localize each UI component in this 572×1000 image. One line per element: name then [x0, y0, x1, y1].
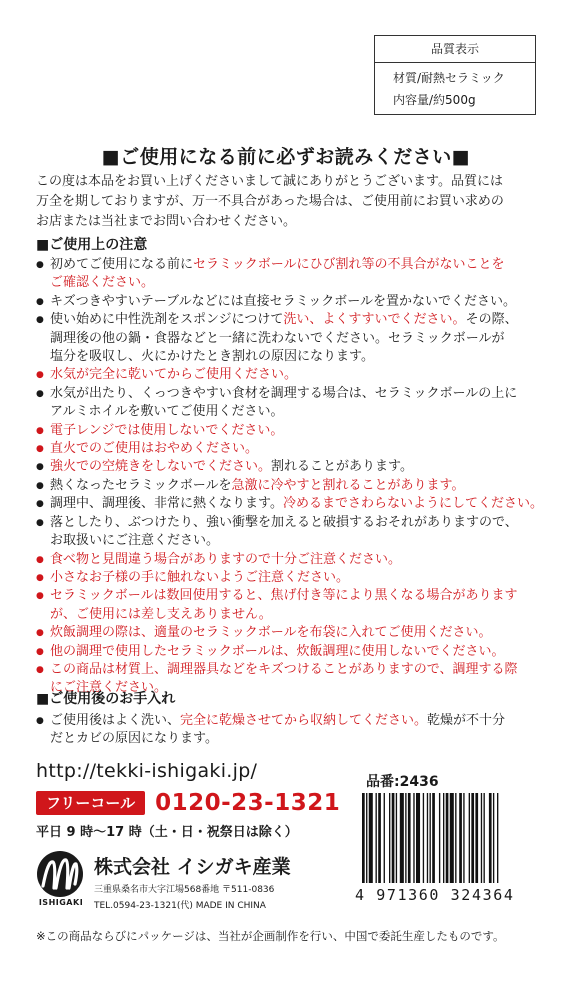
caution-section-title: ■ご使用上の注意: [36, 237, 148, 253]
company-address: [94, 882, 274, 914]
barcode-bar: [432, 793, 435, 883]
caution-text-red: 直火でのご使用はおやめください。: [50, 441, 259, 457]
caution-text-red: セラミックボールは数回使用すると、焦げ付き等により黒くなる場合があります: [50, 588, 518, 604]
website-url: http://tekki-ishigaki.jp/: [36, 760, 258, 782]
caution-text: 初めてご使用になる前に: [50, 257, 194, 272]
barcode-bar: [430, 793, 431, 883]
barcode-bar: [378, 793, 381, 883]
barcode-bar: [450, 793, 454, 883]
quality-material: 材質/耐熱セラミック: [393, 71, 505, 85]
address-line: 三重県桑名市大字江場568番地 〒511-0836: [94, 885, 275, 895]
barcode-bar: [413, 793, 414, 883]
caution-text-red: 他の調理で使用したセラミックボールは、炊飯調理に使用しないでください。: [50, 643, 505, 659]
caution-text-red: セラミックボールにひび割れ等の不具合がないことを: [193, 257, 505, 272]
caution-text-red: が、ご使用には差し支えありません。: [50, 606, 272, 622]
barcode-bar: [471, 793, 474, 883]
caution-item: [36, 385, 556, 422]
caution-text: 水気が出たり、くっつきやすい食材を調理する場合は、セラミックボールの上に: [50, 385, 518, 401]
barcode-bar: [439, 793, 440, 883]
caution-text-red: 水気が完全に乾いてからご使用ください。: [50, 367, 298, 383]
barcode-bar: [369, 793, 373, 883]
footnote: ※この商品ならびにパッケージは、当社が企画制作を行い、中国で委託生産したものです。: [36, 929, 505, 943]
barcode-bar: [427, 793, 428, 883]
barcode-bar: [416, 793, 420, 883]
caution-text: 塩分を吸収し、火にかけたとき割れの原因になります。: [50, 349, 374, 365]
barcode-bar: [423, 793, 424, 883]
caution-item: [36, 440, 556, 458]
caution-text: 割れることがあります。: [271, 459, 413, 475]
part-number: 品番:2436: [366, 774, 439, 790]
caution-text: 使い始めに中性洗剤をスポンジにつけて: [50, 312, 284, 328]
caution-text-red: 小さなお子様の手に触れないようご注意ください。: [50, 569, 350, 585]
barcode-bar: [384, 793, 385, 883]
caution-text-red: この商品は材質上、調理器具などをキズつけることがありますので、調理する際: [50, 661, 518, 677]
intro-line: お店または当社までお問い合わせください。: [36, 214, 297, 229]
caution-text-red: 食べ物と見間違う場合がありますので十分ご注意ください。: [50, 551, 402, 567]
barcode-bar: [396, 793, 397, 883]
caution-text-red: 冷めるまでさわらないようにしてください。: [282, 496, 543, 512]
quality-title: 品質表示: [375, 36, 535, 63]
caution-text: お取扱いにご注意ください。: [50, 533, 220, 549]
barcode-bar: [493, 793, 494, 883]
barcode-bar: [408, 793, 411, 883]
intro-line: 万全を期しておりますが、万一不具合があった場合は、ご使用前にお買い求めの: [36, 194, 504, 209]
caution-text-red: 強火での空焼きをしないでください。: [50, 459, 272, 475]
barcode-bar: [400, 793, 404, 883]
barcode-bar: [481, 793, 482, 883]
caution-item: [36, 256, 556, 293]
caution-item: [36, 514, 556, 551]
care-text: ご使用後はよく洗い、: [50, 713, 181, 728]
barcode-bar: [475, 793, 478, 883]
barcode-bar: [389, 793, 390, 883]
caution-item: [36, 422, 556, 440]
barcode-bar: [455, 793, 456, 883]
main-heading: ■ご使用になる前に必ずお読みください■: [101, 146, 471, 168]
caution-item: [36, 624, 556, 642]
tel-line: TEL.0594-23-1321(代) MADE IN CHINA: [94, 901, 266, 911]
caution-text: 落としたり、ぶつけたり、強い衝撃を加えると破損するおそれがありますので、: [50, 514, 518, 530]
barcode-bar: [489, 793, 492, 883]
caution-text-red: 電子レンジでは使用しないでください。: [50, 422, 284, 438]
caution-text-red: 洗い、よくすすいでください。: [283, 312, 466, 328]
intro-line: この度は本品をお買い上げくださいまして誠にありがとうございます。品質には: [36, 174, 503, 189]
caution-item: [36, 311, 556, 366]
quality-label-box: [374, 35, 536, 115]
caution-text: 調理後の他の鍋・食器などと一緒に洗わないでください。セラミックボールが: [50, 330, 505, 346]
freecall-row: [36, 790, 340, 816]
care-text: だとカビの原因になります。: [50, 731, 218, 747]
caution-text: 調理中、調理後、非常に熱くなります。: [50, 496, 283, 512]
caution-item: [36, 551, 556, 569]
caution-text-red: 急激に冷やすと割れることがあります。: [231, 477, 465, 493]
care-text-red: 完全に乾燥させてから収納してください。: [180, 713, 428, 728]
barcode-bar: [366, 793, 367, 883]
barcode-bar: [405, 793, 406, 883]
barcode-bar: [446, 793, 449, 883]
barcode-bar: [484, 793, 485, 883]
barcode-bar: [463, 793, 464, 883]
care-text: 乾燥が不十分: [427, 713, 506, 728]
caution-text-red: 炊飯調理の際は、適量のセラミックボールを布袋に入れてご使用ください。: [50, 625, 492, 641]
barcode-bar: [469, 793, 470, 883]
barcode-bar: [497, 793, 498, 883]
freecall-badge: フリーコール: [36, 791, 145, 815]
barcode-icon: [356, 793, 540, 887]
barcode-bar: [362, 793, 365, 883]
caution-text-red: にご注意ください。: [50, 680, 168, 696]
caution-item: [36, 643, 556, 661]
barcode-bar: [443, 793, 444, 883]
care-list: [36, 712, 556, 749]
ishigaki-logo-icon: [36, 850, 84, 898]
caution-list: [36, 256, 556, 698]
barcode-digits: 4 971360 324364: [355, 886, 515, 904]
care-section-title: ■ご使用後のお手入れ: [36, 691, 176, 707]
logo-wordmark: ISHIGAKI: [38, 898, 84, 907]
barcode-bar: [459, 793, 462, 883]
care-item: [36, 712, 556, 749]
caution-text-red: ご確認ください。: [50, 275, 155, 291]
caution-item: [36, 495, 556, 513]
caution-item: [36, 477, 556, 495]
barcode-bar: [376, 793, 377, 883]
quality-content: 内容量/約500g: [393, 93, 476, 107]
company-name: 株式会社 イシガキ産業: [94, 856, 291, 878]
caution-item: [36, 458, 556, 476]
caution-item: [36, 587, 556, 624]
caution-text: 熱くなったセラミックボールを: [50, 477, 232, 493]
caution-item: [36, 569, 556, 587]
caution-text: アルミホイルを敷いてご使用ください。: [50, 404, 284, 420]
freecall-number: 0120-23-1321: [155, 790, 341, 816]
barcode-bar: [392, 793, 395, 883]
business-hours: 平日 9 時～17 時（土・日・祝祭日は除く）: [36, 825, 298, 840]
caution-text: キズつきやすいテーブルなどには直接セラミックボールを置かないでください。: [50, 293, 517, 309]
caution-item: [36, 366, 556, 384]
caution-item: [36, 293, 556, 311]
intro-paragraph: [36, 172, 548, 232]
caution-text: その際、: [465, 312, 518, 328]
